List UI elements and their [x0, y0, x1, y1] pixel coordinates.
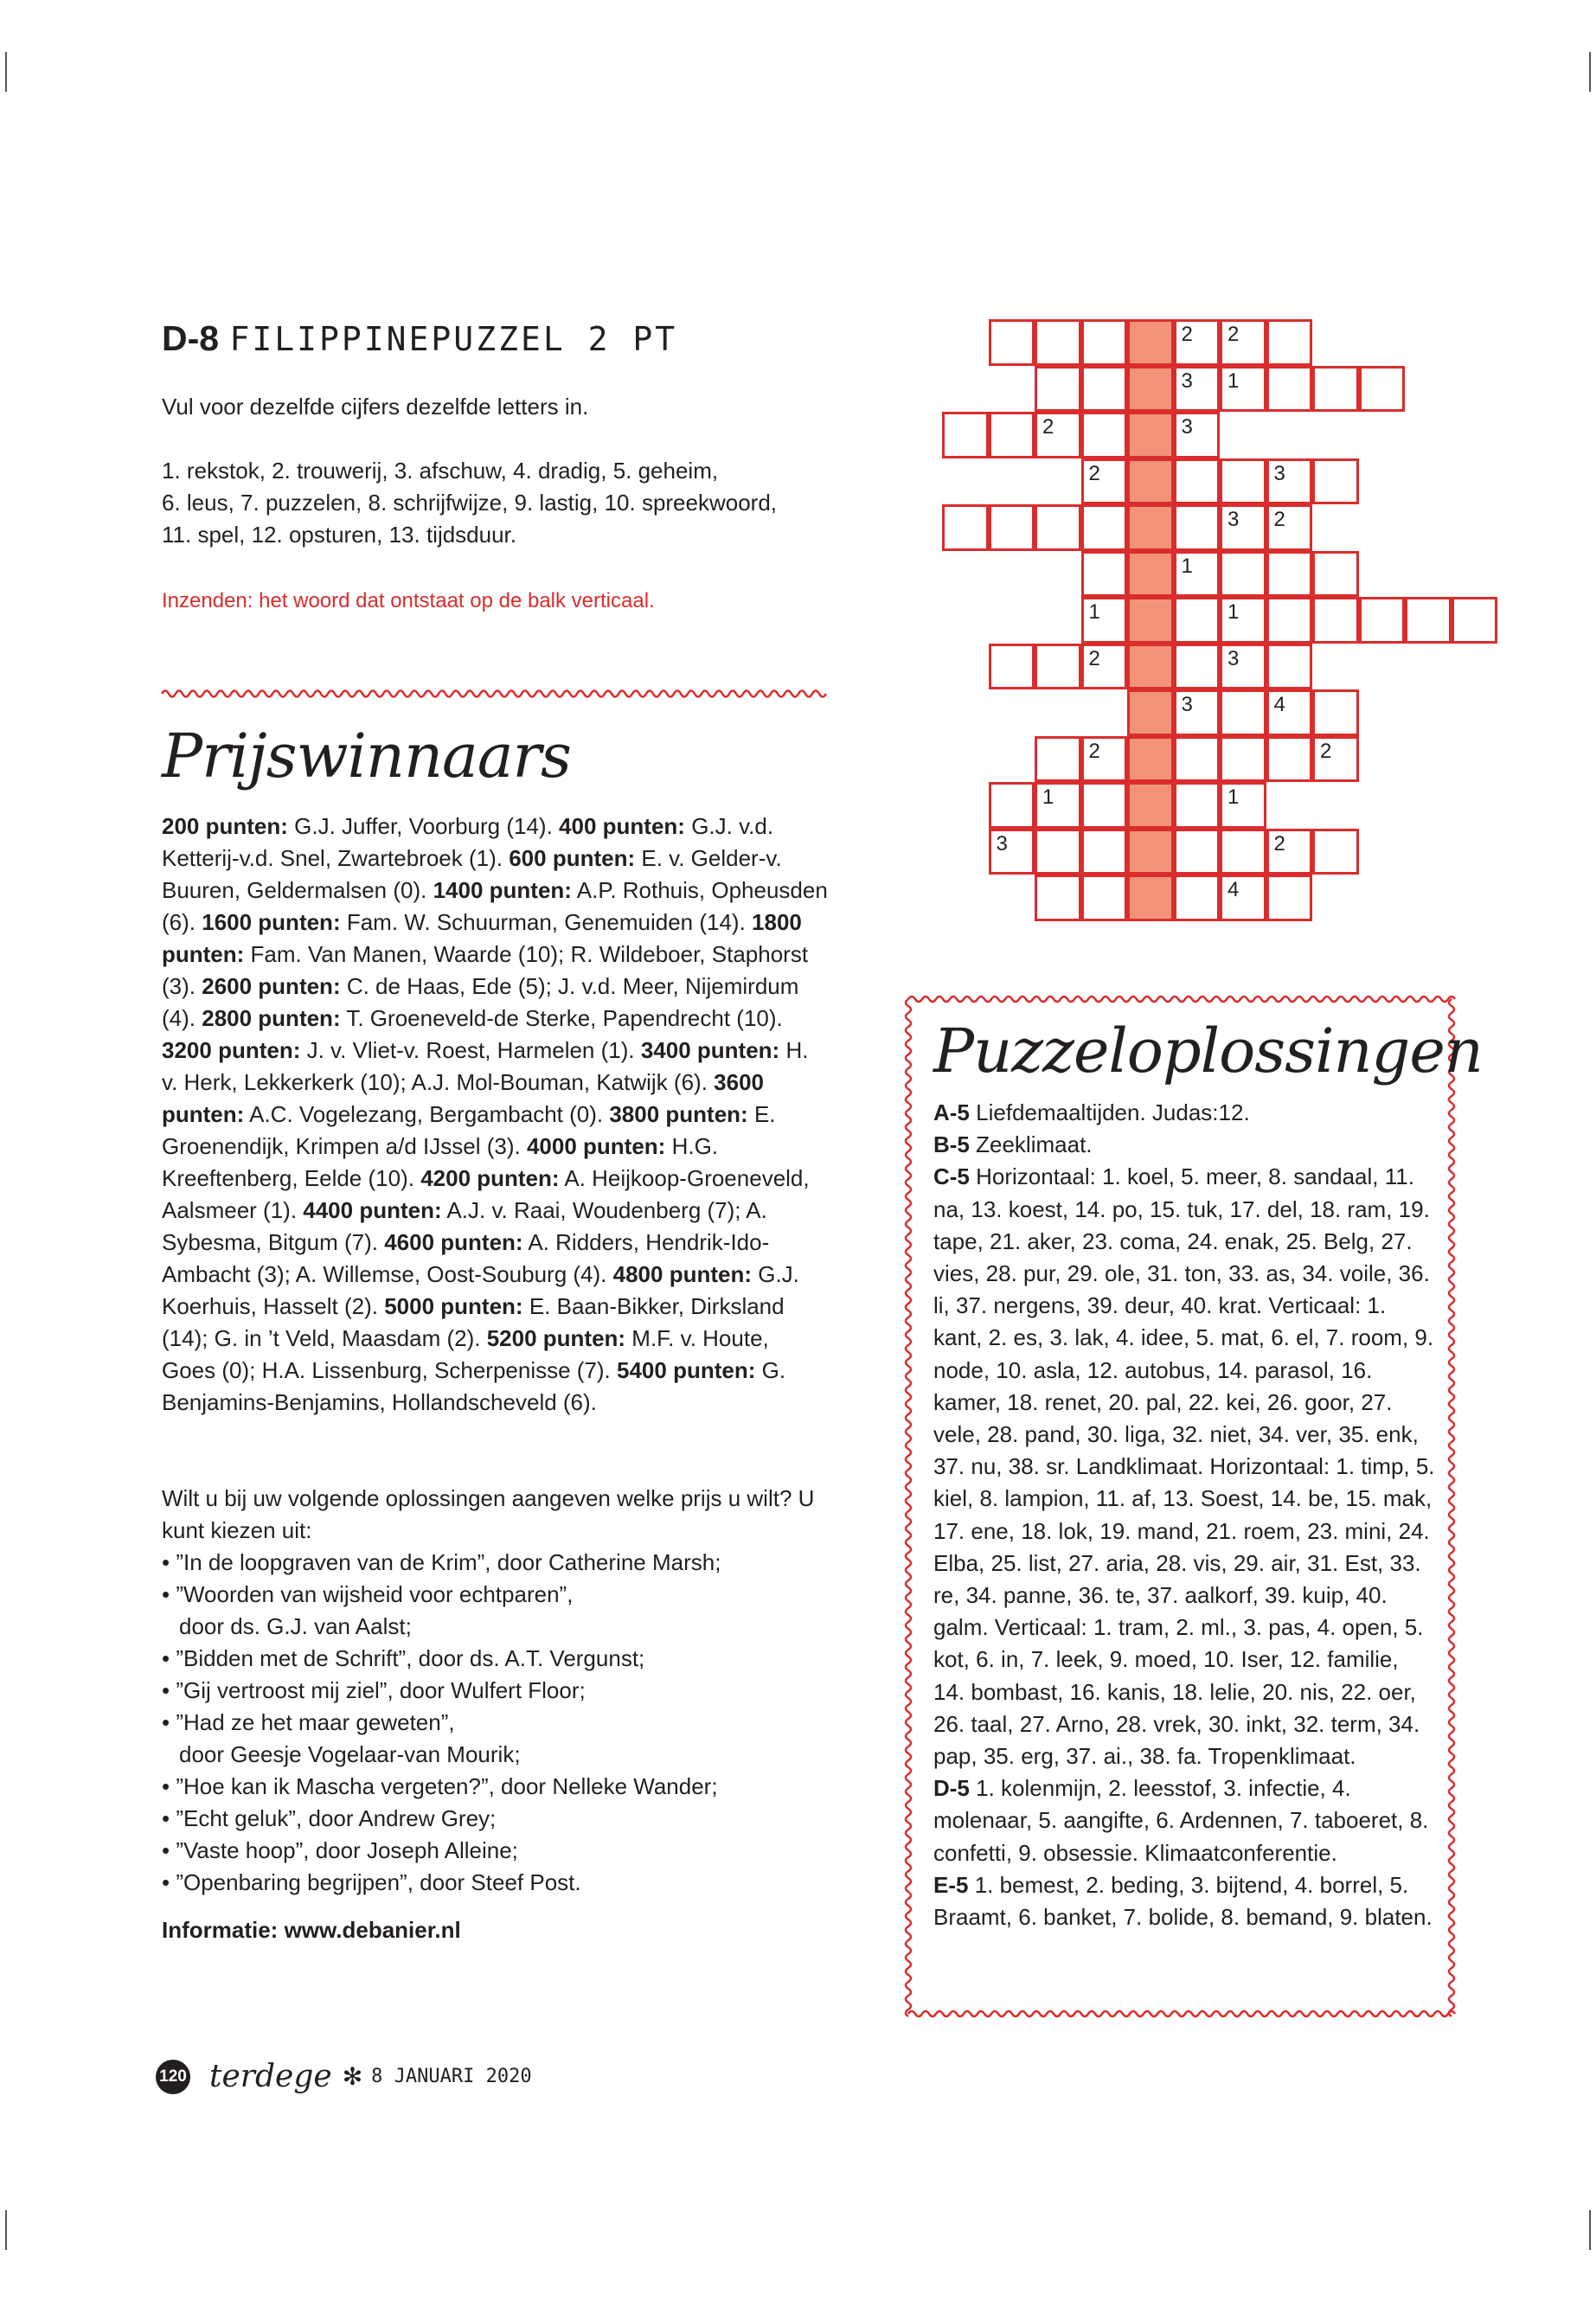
cell-number: 2: [1273, 508, 1285, 531]
crop-mark-bottom-right: [1589, 2210, 1591, 2250]
winner-points-label: 4400 punten:: [303, 1197, 442, 1223]
grid-cell[interactable]: [1220, 458, 1266, 505]
grid-cell-bar[interactable]: [1127, 458, 1174, 505]
winner-names: A. Ridders, Hendrik-Ido-Ambacht (3); A. Willemse, Oost-Souburg (4).: [162, 1229, 770, 1287]
grid-cell[interactable]: [1266, 875, 1313, 921]
grid-cell[interactable]: [1220, 366, 1266, 413]
winner-points-label: 3200 punten:: [162, 1037, 301, 1063]
grid-cell[interactable]: [1081, 458, 1128, 505]
winner-names: H. v. Herk, Lekkerkerk (10); A.J. Mol-Bouman, Katwijk (6).: [162, 1037, 809, 1095]
winner-names: H.G. Kreeftenberg, Eelde (10).: [162, 1133, 719, 1191]
puzzle-code: D-8: [162, 318, 220, 358]
grid-cell[interactable]: [1174, 644, 1221, 690]
grid-cell[interactable]: [1081, 782, 1128, 829]
cell-number: 2: [1227, 323, 1240, 346]
winner-points-label: 2600 punten:: [202, 973, 341, 999]
grid-cell-bar[interactable]: [1127, 689, 1174, 736]
puzzle-title: FILIPPINEPUZZEL 2 PT: [229, 320, 678, 358]
winner-points-label: 4000 punten:: [526, 1133, 666, 1159]
winner-names: T. Groeneveld-de Sterke, Papendrecht (10).: [340, 1005, 783, 1031]
winners-list: [162, 811, 828, 1419]
grid-cell[interactable]: [1035, 782, 1081, 829]
cell-number: 1: [1042, 785, 1054, 809]
grid-cell[interactable]: [1220, 829, 1266, 875]
grid-cell[interactable]: [1266, 736, 1313, 783]
info-link[interactable]: Informatie: www.debanier.nl: [162, 1917, 461, 1943]
grid-cell[interactable]: [1081, 319, 1128, 366]
winner-names: A.J. v. Raai, Woudenberg (7); A. Sybesma, Bitgum (7).: [162, 1197, 767, 1255]
cell-number: 3: [1181, 693, 1193, 716]
grid-cell-bar[interactable]: [1127, 736, 1174, 783]
grid-cell[interactable]: [1266, 458, 1313, 505]
grid-cell[interactable]: [989, 644, 1035, 690]
prize-item: • ”Bidden met de Schrift”, door ds. A.T. Vergunst;: [162, 1645, 645, 1671]
winner-names: G.J. Juffer, Voorburg (14).: [287, 813, 560, 839]
grid-cell[interactable]: [1266, 829, 1313, 875]
crop-mark-bottom-left: [5, 2210, 7, 2250]
winner-points-label: 4200 punten:: [420, 1165, 560, 1191]
grid-cell-bar[interactable]: [1127, 551, 1174, 598]
solution-entry: [933, 1772, 1435, 1869]
grid-cell[interactable]: [1081, 504, 1128, 551]
grid-cell[interactable]: [942, 504, 989, 551]
prize-item: • ”Gij vertroost mij ziel”, door Wulfert Floor;: [162, 1677, 586, 1703]
solution-code: A-5: [933, 1099, 970, 1125]
grid-cell[interactable]: [1359, 597, 1406, 644]
grid-cell[interactable]: [1266, 644, 1313, 690]
solution-code: E-5: [933, 1871, 969, 1898]
grid-cell[interactable]: [1312, 551, 1359, 598]
grid-cell[interactable]: [1035, 644, 1081, 690]
winner-points-label: 1600 punten:: [202, 909, 341, 935]
grid-cell[interactable]: [1035, 829, 1081, 875]
cell-number: 3: [1227, 646, 1240, 670]
grid-cell-bar[interactable]: [1127, 504, 1174, 551]
winner-names: E. v. Gelder-v. Buuren, Geldermalsen (0).: [162, 845, 782, 903]
cell-number: 4: [1227, 878, 1240, 901]
cell-number: 4: [1273, 693, 1285, 716]
grid-cell[interactable]: [1081, 875, 1128, 921]
issue-date: 8 JANUARI 2020: [371, 2066, 532, 2087]
footer: [156, 2059, 532, 2094]
winner-names: Fam. W. Schuurman, Genemuiden (14).: [340, 909, 753, 935]
grid-cell[interactable]: [1174, 689, 1221, 736]
cell-number: 2: [1088, 739, 1100, 763]
clue-line: 1. rekstok, 2. trouwerij, 3. afschuw, 4. dradig, 5. geheim,: [162, 458, 719, 484]
grid-cell[interactable]: [1174, 504, 1221, 551]
grid-cell[interactable]: [1220, 875, 1266, 921]
cell-number: 1: [1227, 369, 1240, 393]
crop-mark-top-right: [1589, 52, 1591, 92]
grid-cell[interactable]: [1405, 597, 1452, 644]
solution-code: D-5: [933, 1775, 970, 1802]
grid-cell[interactable]: [1174, 319, 1221, 366]
solution-text: 1. bemest, 2. beding, 3. bijtend, 4. borrel, 5. Braamt, 6. banket, 7. bolide, 8. bemand, 9. blaten.: [933, 1871, 1433, 1931]
grid-cell[interactable]: [1266, 551, 1313, 598]
winner-points-label: 3400 punten:: [640, 1037, 780, 1063]
grid-cell[interactable]: [989, 319, 1035, 366]
cell-number: 1: [1088, 600, 1100, 624]
clue-line: 6. leus, 7. puzzelen, 8. schrijfwijze, 9. lastig, 10. spreekwoord,: [162, 490, 778, 516]
grid-cell[interactable]: [1035, 366, 1081, 413]
grid-cell[interactable]: [1312, 597, 1359, 644]
winner-names: A. Heijkoop-Groeneveld, Aalsmeer (1).: [162, 1165, 810, 1223]
winner-names: M.F. v. Houte, Goes (0); H.A. Lissenburg, Scherpenisse (7).: [162, 1325, 769, 1383]
prize-item: • ”Vaste hoop”, door Joseph Alleine;: [162, 1837, 518, 1863]
cell-number: 2: [1042, 415, 1054, 439]
grid-cell[interactable]: [1266, 504, 1313, 551]
cell-number: 3: [1181, 369, 1193, 393]
grid-cell-bar[interactable]: [1127, 782, 1174, 829]
cell-number: 2: [1320, 739, 1332, 763]
cell-number: 1: [1227, 600, 1240, 624]
winner-names: G. Benjamins-Benjamins, Hollandscheveld (6).: [162, 1357, 786, 1415]
grid-cell[interactable]: [989, 504, 1035, 551]
winner-points-label: 1800 punten:: [162, 909, 802, 967]
winner-points-label: 5400 punten:: [617, 1357, 756, 1383]
winner-points-label: 3600 punten:: [162, 1069, 764, 1127]
solution-text: Liefdemaaltijden. Judas:12.: [969, 1099, 1250, 1125]
cell-number: 3: [1181, 415, 1193, 439]
grid-cell[interactable]: [1081, 597, 1128, 644]
winner-points-label: 5200 punten:: [486, 1325, 626, 1351]
prize-intro: Wilt u bij uw volgende oplossingen aangeven welke prijs u wilt? U kunt kiezen uit:: [162, 1485, 815, 1543]
solution-text: Horizontaal: 1. koel, 5. meer, 8. sandaal, 11. na, 13. koest, 14. po, 15. tuk, 17. del, 18. ram, 19. tape, 21. aker, 23. coma, 24. enak, 25. Belg, 27. vies, 28. pur, 29. ole, 31. ton, 33. as, 34. voile, 36. li, 37. nergens, 39. deur, 40. krat. Verticaal: 1. kant, 2. es, 3. lak, 4. idee, 5. mat, 6. el, 7. room, 9. node, 10. asla, 12. autobus, 14. parasol, 16. kamer, 18. renet, 20. pal, 22. kei, 26. goor, 27. vele, 28. pand, 30. liga, 32. niet, 34. ver, 35. enk, 37. nu, 38. sr. Landklimaat. Horizontaal: 1. timp, 5. kiel, 8. lampion, 11. af, 13. Soest, 14. be, 15. mak, 17. ene, 18. lok, 19. mand, 21. roem, 23. mini, 24. Elba, 25. list, 27. aria, 28. vis, 29. air, 31. Est, 33. re, 34. panne, 36. te, 37. aalkorf, 39. kuip, 40. galm. Verticaal: 1. tram, 2. ml., 3. pas, 4. open, 5. kot, 6. in, 7. leek, 9. moed, 10. Iser, 12. familie, 14. bombast, 16. kanis, 18. lelie, 20. nis, 22. oer, 26. taal, 27. Arno, 28. vrek, 30. inkt, 32. term, 34. pap, 35. erg, 37. ai., 38. fa. Tropenklimaat.: [933, 1163, 1435, 1770]
clue-line: 11. spel, 12. opsturen, 13. tijdsduur.: [162, 522, 517, 548]
grid-cell[interactable]: [1174, 551, 1221, 598]
solution-code: B-5: [933, 1131, 970, 1158]
prize-item: • ”Hoe kan ik Mascha vergeten?”, door Nelleke Wander;: [162, 1773, 718, 1799]
prize-list: [162, 1547, 819, 1899]
grid-cell-bar[interactable]: [1127, 366, 1174, 413]
cell-number: 2: [1088, 461, 1100, 485]
winner-points-label: 4600 punten:: [384, 1229, 523, 1255]
cell-number: 2: [1181, 323, 1193, 346]
brand-logo: terdege: [209, 2059, 332, 2094]
grid-cell[interactable]: [1035, 736, 1081, 783]
winner-names: J. v. Vliet-v. Roest, Harmelen (1).: [300, 1037, 641, 1063]
page-number: 120: [156, 2060, 190, 2094]
grid-cell[interactable]: [1220, 644, 1266, 690]
prize-item: door Geesje Vogelaar-van Mourik;: [179, 1741, 521, 1767]
grid-cell[interactable]: [1266, 689, 1313, 736]
solution-entry: [933, 1129, 1435, 1161]
puzzle-instruction: Vul voor dezelfde cijfers dezelfde letters in.: [162, 394, 589, 420]
grid-cell[interactable]: [1266, 319, 1313, 366]
prize-item: • ”In de loopgraven van de Krim”, door Catherine Marsh;: [162, 1549, 721, 1575]
separator-icon: ✻: [342, 2063, 363, 2090]
winner-names: C. de Haas, Ede (5); J. v.d. Meer, Nijemirdum (4).: [162, 973, 799, 1031]
grid-cell[interactable]: [989, 829, 1035, 875]
grid-cell[interactable]: [1035, 875, 1081, 921]
grid-cell[interactable]: [1174, 458, 1221, 505]
grid-cell[interactable]: [989, 412, 1035, 458]
grid-cell-bar[interactable]: [1127, 319, 1174, 366]
solution-code: C-5: [933, 1163, 970, 1190]
winner-points-label: 600 punten:: [509, 845, 636, 871]
grid-cell[interactable]: [1220, 736, 1266, 783]
winner-names: E. Groenendijk, Krimpen a/d IJssel (3).: [162, 1101, 776, 1159]
solution-entry: [933, 1161, 1435, 1772]
grid-cell[interactable]: [1312, 829, 1359, 875]
grid-cell[interactable]: [1220, 319, 1266, 366]
grid-cell[interactable]: [1174, 412, 1221, 458]
winner-points-label: 1400 punten:: [433, 877, 572, 903]
grid-cell-bar[interactable]: [1127, 875, 1174, 921]
cell-number: 2: [1273, 831, 1285, 856]
grid-cell[interactable]: [1220, 689, 1266, 736]
cell-number: 1: [1181, 554, 1193, 578]
puzzle-heading: [162, 318, 677, 359]
prize-item: • ”Echt geluk”, door Andrew Grey;: [162, 1805, 497, 1831]
grid-cell[interactable]: [1081, 644, 1128, 690]
grid-cell[interactable]: [1312, 366, 1359, 413]
grid-cell[interactable]: [1174, 736, 1221, 783]
grid-cell[interactable]: [1266, 366, 1313, 413]
winner-points-label: 400 punten:: [559, 813, 685, 839]
grid-cell[interactable]: [1081, 412, 1128, 458]
grid-cell-bar[interactable]: [1127, 644, 1174, 690]
grid-cell[interactable]: [1452, 597, 1498, 644]
puzzle-clues: [162, 455, 819, 551]
wavy-divider: [160, 687, 830, 701]
grid-cell[interactable]: [1174, 829, 1221, 875]
winner-names: E. Baan-Bikker, Dirksland (14); G. in ’t Veld, Maasdam (2).: [162, 1293, 785, 1351]
submit-note: Inzenden: het woord dat ontstaat op de balk verticaal.: [162, 589, 655, 612]
grid-cell[interactable]: [1035, 319, 1081, 366]
cell-number: 3: [1227, 508, 1240, 531]
cell-number: 3: [1273, 461, 1285, 485]
grid-cell[interactable]: [1081, 366, 1128, 413]
prize-item: • ”Had ze het maar geweten”,: [162, 1709, 455, 1735]
grid-cell-bar[interactable]: [1127, 829, 1174, 875]
grid-cell[interactable]: [1081, 829, 1128, 875]
solution-entry: [933, 1097, 1435, 1129]
winner-points-label: 5000 punten:: [384, 1293, 523, 1319]
winners-heading: Prijswinnaars: [162, 721, 571, 792]
grid-cell[interactable]: [1312, 736, 1359, 783]
grid-cell[interactable]: [942, 412, 989, 458]
grid-cell[interactable]: [1174, 875, 1221, 921]
grid-cell[interactable]: [1081, 736, 1128, 783]
crop-mark-top-left: [5, 52, 7, 92]
prize-item: door ds. G.J. van Aalst;: [179, 1613, 412, 1639]
grid-cell[interactable]: [1220, 782, 1266, 829]
grid-cell[interactable]: [1081, 551, 1128, 598]
winner-names: G.J. Koerhuis, Hasselt (2).: [162, 1261, 799, 1319]
winner-names: Fam. Van Manen, Waarde (10); R. Wildeboer, Staphorst (3).: [162, 941, 809, 999]
solution-text: Zeeklimaat.: [969, 1131, 1093, 1158]
grid-cell[interactable]: [1359, 366, 1406, 413]
solution-text: 1. kolenmijn, 2. leesstof, 3. infectie, 4. molenaar, 5. aangifte, 6. Ardennen, 7. taboeret, 8. confetti, 9. obsessie. Klimaatconferentie.: [933, 1775, 1429, 1866]
solutions-heading: Puzzeloplossingen: [933, 1016, 1483, 1086]
grid-cell[interactable]: [1220, 504, 1266, 551]
grid-cell[interactable]: [1035, 412, 1081, 458]
winner-names: A.C. Vogelezang, Bergambacht (0).: [244, 1101, 610, 1127]
winner-names: G.J. v.d. Ketterij-v.d. Snel, Zwartebroek (1).: [162, 813, 774, 871]
prize-section: [162, 1483, 819, 1946]
grid-cell[interactable]: [1174, 782, 1221, 829]
winner-names: A.P. Rothuis, Opheusden (6).: [162, 877, 828, 935]
winner-points-label: 4800 punten:: [612, 1261, 752, 1287]
winner-points-label: 3800 punten:: [609, 1101, 748, 1127]
prize-item: • ”Woorden van wijsheid voor echtparen”,: [162, 1581, 574, 1607]
grid-cell[interactable]: [1174, 597, 1221, 644]
prize-item: • ”Openbaring begrijpen”, door Steef Post.: [162, 1869, 581, 1895]
grid-cell-bar[interactable]: [1127, 412, 1174, 458]
cell-number: 3: [996, 831, 1008, 856]
cell-number: 1: [1227, 785, 1240, 809]
solutions-list: [933, 1097, 1435, 1933]
grid-cell[interactable]: [1174, 366, 1221, 413]
grid-cell[interactable]: [1220, 597, 1266, 644]
grid-cell[interactable]: [1312, 458, 1359, 505]
cell-number: 2: [1088, 646, 1100, 670]
grid-cell[interactable]: [1035, 504, 1081, 551]
grid-cell-bar[interactable]: [1127, 597, 1174, 644]
grid-cell[interactable]: [1220, 551, 1266, 598]
solution-entry: [933, 1869, 1435, 1933]
winner-points-label: 200 punten:: [162, 813, 288, 839]
winner-points-label: 2800 punten:: [202, 1005, 341, 1031]
grid-cell[interactable]: [1266, 597, 1313, 644]
grid-cell[interactable]: [1312, 689, 1359, 736]
grid-cell[interactable]: [989, 782, 1035, 829]
